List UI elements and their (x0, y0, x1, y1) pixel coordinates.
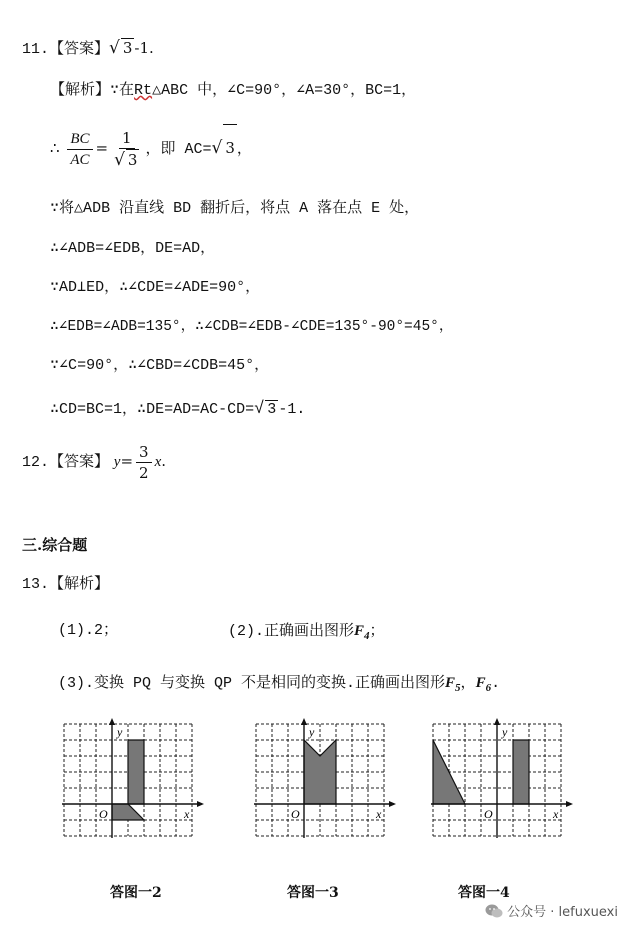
fraction-denominator: 2 (139, 463, 149, 482)
section-heading: 三.综合题 (22, 536, 88, 554)
x-axis-arrow (566, 801, 573, 807)
y-axis-label: y (502, 725, 508, 739)
figure-3-caption: 答图一3 (287, 885, 339, 901)
fraction-denominator: AC (70, 151, 90, 168)
q13-p2-prefix: (2).正确画出图形 (228, 623, 355, 640)
q13-p3-sub5: 5 (455, 682, 461, 694)
q12-y: y (113, 454, 121, 470)
q11-l2-therefore: ∴ (50, 139, 60, 157)
shaded-shape (112, 804, 144, 820)
fraction-numerator: 3 (136, 442, 152, 463)
q11-l8-root: 3 (267, 401, 277, 418)
origin-label: O (291, 807, 300, 821)
coordinate-grid (58, 718, 212, 852)
origin-label: O (484, 807, 493, 821)
q12-answer-line (22, 438, 166, 486)
q12-label: 12.【答案】 (22, 454, 110, 471)
q13-p2-end: ； (369, 623, 385, 640)
figure-4-caption: 答图一4 (458, 885, 510, 901)
q11-l8-tail: -1. (278, 401, 306, 418)
q11-l2-eq: = (95, 139, 109, 157)
fraction-numerator: 1 (119, 128, 135, 149)
q11-answer-line (22, 38, 154, 59)
coordinate-grid (427, 718, 581, 852)
q11-answer-root: 3 (122, 39, 133, 57)
coordinate-grid (250, 718, 404, 852)
q13-p3-F5: F (445, 675, 456, 691)
q11-line-1 (50, 82, 416, 100)
fraction-numerator: BC (67, 129, 92, 150)
fraction-one-root3 (111, 128, 142, 170)
y-axis-arrow (109, 718, 115, 725)
y-axis-label: y (309, 725, 315, 739)
q13-p2-sub: 4 (364, 630, 370, 642)
q13-part-3 (58, 674, 500, 697)
fraction-bc-ac (67, 129, 92, 170)
q12-end: . (161, 452, 167, 470)
q13-p3-end: . (491, 675, 501, 692)
x-axis-arrow (197, 801, 204, 807)
q11-line-7: ∵∠C=90°，∴∠CBD=∠CDB=45°， (50, 357, 270, 374)
fraction-root: 3 (127, 151, 138, 169)
sqrt-sign: √ (254, 400, 265, 419)
q12-eq: = (120, 452, 134, 470)
x-axis-label: x (376, 807, 382, 821)
origin-label: O (99, 807, 108, 821)
q11-l1-rest: △ABC 中，∠C=90°，∠A=30°，BC=1， (152, 82, 417, 99)
x-axis-label: x (184, 807, 190, 821)
q13-p3-F6: F (475, 675, 486, 691)
figure-2 (58, 718, 212, 856)
sqrt-sign: √ (114, 150, 125, 170)
wechat-icon (485, 903, 503, 919)
q11-answer-tail: -1. (134, 39, 154, 57)
q11-l8-prefix: ∴CD=BC=1，∴DE=AD=AC-CD= (50, 401, 255, 418)
q11-l2-mid: ，即 AC= (145, 141, 212, 158)
q11-line-4: ∴∠ADB=∠EDB，DE=AD， (50, 240, 216, 257)
q11-l1-rt: Rt (134, 82, 153, 99)
q11-line-6: ∴∠EDB=∠ADB=135°，∴∠CDB=∠EDB-∠CDE=135°-90°=45°， (50, 319, 454, 335)
q13-p3-sep: ， (460, 675, 476, 692)
x-axis-label: x (553, 807, 559, 821)
q13-p2-F: F (354, 623, 365, 639)
q11-label: 11.【答案】 (22, 41, 110, 58)
shaded-shape (513, 740, 529, 804)
figure-2-caption: 答图一2 (110, 885, 162, 901)
q11-line-3: ∵将△ADB 沿直线 BD 翻折后，将点 A 落在点 E 处， (50, 200, 420, 217)
q11-l2-end: ， (236, 139, 252, 157)
y-axis-label: y (117, 725, 123, 739)
shaded-shape (128, 740, 144, 804)
sqrt-sign: √ (211, 138, 223, 158)
q11-line-8 (50, 400, 305, 419)
q11-l1-prefix: 【解析】∵在 (50, 82, 135, 99)
q11-line-5: ∵AD⊥ED，∴∠CDE=∠ADE=90°， (50, 279, 261, 296)
q11-l2-root: 3 (223, 124, 237, 171)
fraction-three-halves (136, 442, 152, 483)
figure-3 (250, 718, 404, 856)
sqrt-sign: √ (109, 38, 120, 58)
y-axis-arrow (301, 718, 307, 725)
x-axis-arrow (389, 801, 396, 807)
watermark-text: 公众号 · lefuxuexi (507, 905, 618, 920)
watermark (485, 901, 618, 920)
q13-label: 13.【解析】 (22, 576, 110, 593)
y-axis-arrow (494, 718, 500, 725)
q11-line-2 (50, 124, 252, 173)
q13-part-1: (1).2； (58, 622, 119, 639)
q13-part-2 (228, 622, 385, 645)
q13-p3-prefix: (3).变换 PQ 与变换 QP 不是相同的变换.正确画出图形 (58, 675, 446, 692)
q13-p3-sub6: 6 (485, 682, 492, 694)
q12-x: x (154, 454, 162, 470)
figure-4 (427, 718, 581, 856)
